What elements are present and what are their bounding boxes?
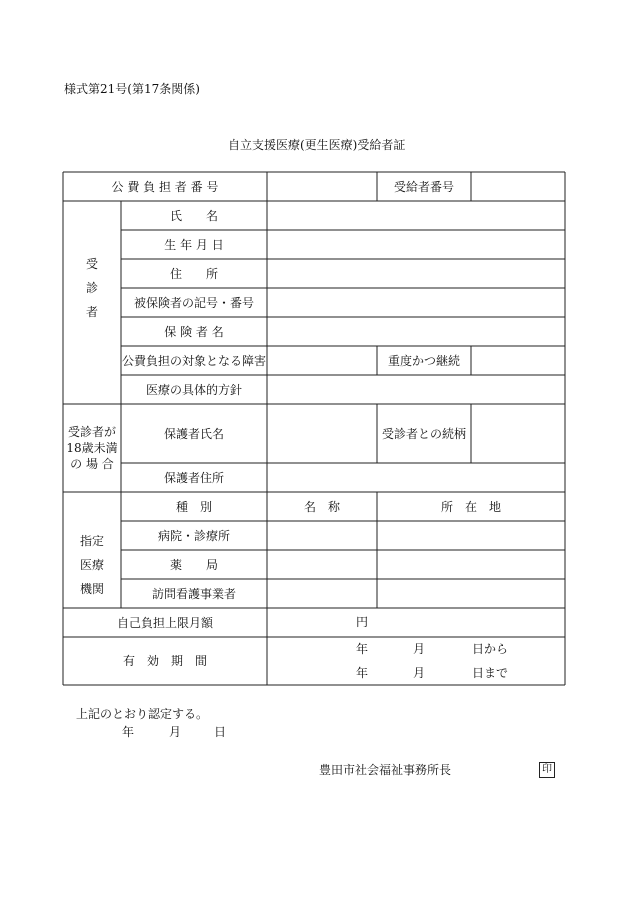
hospital-clinic-label: 病院・診療所 — [157, 528, 230, 543]
yen-unit: 円 — [356, 615, 369, 629]
insured-number-label: 被保険者の記号・番号 — [133, 295, 254, 310]
treatment-policy-label: 医療の具体的方針 — [145, 382, 242, 397]
form-number: 様式第21号(第17条関係) — [64, 82, 200, 96]
recipient-number-field[interactable] — [472, 173, 564, 200]
patient-dob-label: 生 年 月 日 — [164, 237, 224, 252]
recipient-number-label: 受給者番号 — [393, 179, 454, 194]
guardian-address-label: 保護者住所 — [163, 470, 224, 485]
severe-continuous-label: 重度かつ継続 — [387, 353, 460, 368]
certify-month: 月 — [169, 725, 182, 739]
valid-to-year: 年 — [356, 666, 369, 680]
valid-from-month: 月 — [413, 642, 426, 656]
patient-name-label: 氏 名 — [169, 208, 218, 223]
patient-address-label: 住 所 — [169, 266, 218, 281]
minor-group-label: 受診者が 18歳未満 の 場 合 — [66, 425, 118, 471]
relationship-label: 受診者との続柄 — [381, 426, 466, 441]
public-burden-number-label: 公 費 負 担 者 番 号 — [111, 179, 219, 194]
insurer-name-label: 保 険 者 名 — [164, 324, 224, 339]
public-burden-number-field[interactable] — [268, 173, 376, 200]
patient-group-label: 受 診 者 — [85, 257, 98, 319]
guardian-name-label: 保護者氏名 — [163, 426, 224, 441]
institution-location-header: 所 在 地 — [440, 499, 501, 514]
document-title: 自立支援医療(更生医療)受給者証 — [228, 138, 406, 152]
valid-to-day: 日まで — [472, 666, 509, 680]
certify-year: 年 — [122, 725, 135, 739]
certification-statement: 上記のとおり認定する。 — [76, 707, 209, 721]
valid-to-month: 月 — [413, 666, 426, 680]
institution-name-header: 名 称 — [303, 499, 340, 514]
institution-type-header: 種 別 — [175, 499, 212, 514]
institution-group-label: 指定 医療 機関 — [79, 533, 104, 596]
visiting-nurse-label: 訪問看護事業者 — [151, 586, 236, 601]
valid-from-year: 年 — [356, 642, 369, 656]
issuer-name: 豊田市社会福祉事務所長 — [319, 763, 452, 777]
validity-period-label: 有 効 期 間 — [122, 654, 207, 668]
pharmacy-label: 薬 局 — [169, 557, 218, 572]
certify-day: 日 — [214, 725, 227, 739]
seal-mark: 印 — [539, 762, 555, 778]
monthly-limit-label: 自己負担上限月額 — [116, 615, 213, 630]
valid-from-day: 日から — [472, 642, 509, 656]
disability-label: 公費負担の対象となる障害 — [121, 353, 266, 368]
